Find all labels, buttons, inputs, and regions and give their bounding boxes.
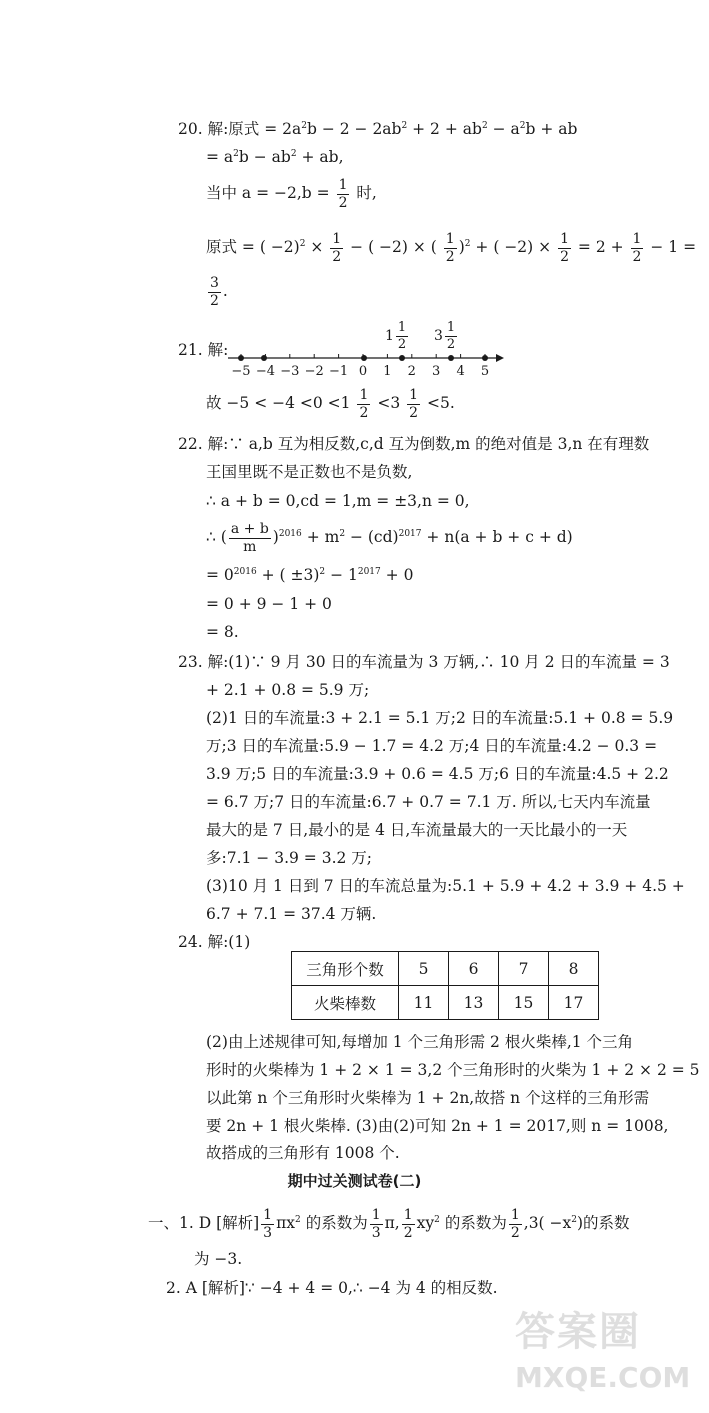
- table-cell: 13: [449, 986, 499, 1020]
- q23-line3: (2)1 日的车流量:3 + 2.1 = 5.1 万;2 日的车流量:5.1 + 0.8 = 5.9: [206, 709, 674, 727]
- point-minus-5: [238, 355, 244, 361]
- q24-line3: 以此第 n 个三角形时火柴棒为 1 + 2n,故搭 n 个这样的三角形需: [206, 1089, 650, 1107]
- number-line-tick-label: −2: [304, 364, 324, 379]
- q22-line3: ∴ a + b = 0,cd = 1,m = ±3,n = 0,: [206, 492, 470, 510]
- table-cell: 火柴棒数: [292, 986, 399, 1020]
- matchstick-table: [291, 951, 599, 1020]
- number-line-tick-label: 1: [383, 364, 392, 379]
- watermark-text: MXQE.COM: [515, 1361, 691, 1394]
- number-line-tick-label: −5: [231, 364, 251, 379]
- number-line: [222, 317, 512, 381]
- table-cell: 8: [549, 952, 599, 986]
- q20-line1: 20. 解:原式 = $2a^2b - 2 - 2ab^2 + 2 + ab^2 - a^2b$ + ab: [178, 120, 578, 138]
- point-zero: [361, 355, 367, 361]
- mark-one-and-half: 1 $\frac{1}{2}$: [385, 320, 407, 352]
- q22-line4: ∴ ( $\frac{a + b}{m}$ )$^{2016} + m^2 - (cd)^{2017} + n(a + b + c + d)$: [206, 521, 573, 555]
- section-title: 期中过关测试卷(二): [287, 1172, 422, 1190]
- s2-q2: 2. A [解析]∵ −4 + 4 = 0,∴ −4 为 4 的相反数.: [166, 1279, 498, 1297]
- fraction-half: $\frac{1}{2}$: [632, 231, 642, 265]
- q23-line7: 最大的是 7 日,最小的是 4 日,车流量最大的一天比最小的一天: [206, 821, 628, 839]
- number-line-tick-label: 3: [432, 364, 441, 379]
- q23-line2: + 2.1 + 0.8 = 5.9 万;: [206, 681, 370, 699]
- q22-line5: = $0^{2016}$ + ( $\pm 3)^2 - 1^{2017} + 0$: [206, 566, 414, 584]
- s2-q1-line1: 一、1. D [解析] $\frac{1}{3}$ $\pi x^2$ 的系数为 $\frac{1}{3}$ π, $\frac{1}{2}$ $xy^2$ 的系数为 $\frac{1}{2}$ $,3( -x^2)$的系数: [148, 1207, 630, 1241]
- q20-line5: $\frac{3}{2}$ .: [210, 275, 228, 309]
- table-cell: 17: [549, 986, 599, 1020]
- mark-three-and-half: 3 $\frac{1}{2}$: [434, 320, 456, 352]
- watermark: [515, 1300, 705, 1405]
- fraction-half: $\frac{1}{2}$: [560, 231, 569, 265]
- q23-line1: 23. 解:(1)∵ 9 月 30 日的车流量为 3 万辆,∴ 10 月 2 日的车流量 = 3: [178, 653, 670, 671]
- q21-conclusion: 故 −5 < −4 <0 <1 $\frac{1}{2}$ <3 $\frac{1}{2}$ <5.: [206, 387, 455, 421]
- number-line-tick-label: 2: [407, 364, 416, 379]
- q24-line5: 故搭成的三角形有 1008 个.: [206, 1144, 400, 1162]
- table-cell: 15: [499, 986, 549, 1020]
- q20-line3: 当中 a = −2,b = $\frac{1}{2}$ 时,: [206, 177, 377, 211]
- table-cell: 三角形个数: [292, 952, 399, 986]
- arrow-right-icon: [496, 354, 504, 362]
- q24-line2: 形时的火柴棒为 1 + 2 × 1 = 3,2 个三角形时的火柴为 1 + 2 × 2 = 5: [206, 1061, 700, 1079]
- point-minus-4: [261, 355, 267, 361]
- point-one-and-half: [399, 355, 405, 361]
- q23-line5: 3.9 万;5 日的车流量:3.9 + 0.6 = 4.5 万;6 日的车流量:4.5 + 2.2: [206, 765, 669, 783]
- q22-line7: = 8.: [206, 623, 239, 641]
- number-line-tick-label: 5: [480, 364, 490, 379]
- number-line-tick-label: 0: [358, 364, 368, 379]
- q22-line6: = 0 + 9 − 1 + 0: [206, 595, 332, 613]
- table-cell: 5: [399, 952, 449, 986]
- watermark-logo: 答案圈: [515, 1309, 641, 1355]
- number-line-tick-label: 4: [456, 364, 465, 379]
- q22-line1: 22. 解:∵ a,b 互为相反数,c,d 互为倒数,m 的绝对值是 3,n 在有理数: [178, 435, 650, 453]
- s2-q1-line2: 为 −3.: [194, 1250, 243, 1268]
- fraction-half: $\frac{1}{2}$: [338, 177, 348, 211]
- table-cell: 6: [449, 952, 499, 986]
- number-line-tick-label: −4: [255, 364, 275, 379]
- table-cell: 11: [399, 986, 449, 1020]
- q24-label: 24. 解:(1): [178, 933, 251, 951]
- q21-label: 21. 解:: [178, 341, 229, 359]
- q24-line1: (2)由上述规律可知,每增加 1 个三角形需 2 根火柴棒,1 个三角: [206, 1033, 634, 1051]
- point-three-and-half: [448, 355, 454, 361]
- q23-line9: (3)10 月 1 日到 7 日的车流总量为:5.1 + 5.9 + 4.2 + 3.9 + 4.5 +: [206, 877, 685, 895]
- q24-line4: 要 2n + 1 根火柴棒. (3)由(2)可知 2n + 1 = 2017,则 n = 1008,: [206, 1117, 669, 1135]
- q23-line4: 万;3 日的车流量:5.9 − 1.7 = 4.2 万;4 日的车流量:4.2 − 0.3 =: [206, 737, 658, 755]
- table-row: [292, 986, 599, 1020]
- point-five: [482, 355, 488, 361]
- number-line-tick-label: −1: [329, 364, 349, 379]
- q22-line2: 王国里既不是正数也不是负数,: [206, 463, 413, 481]
- table-row: [292, 952, 599, 986]
- q23-line10: 6.7 + 7.1 = 37.4 万辆.: [206, 905, 377, 923]
- q23-line6: = 6.7 万;7 日的车流量:6.7 + 0.7 = 7.1 万. 所以,七天内车流量: [206, 793, 651, 811]
- fraction-half: $\frac{1}{2}$: [445, 231, 455, 265]
- q20-line4: 原式 = ( −2)$^2$ × $\frac{1}{2}$ − ( −2) × ( $\frac{1}{2}$ )$^2$ + ( −2) × $\frac{1}{2}$ = 2 + $\frac{1}{2}$ − 1 =: [206, 231, 697, 265]
- q23-line8: 多:7.1 − 3.9 = 3.2 万;: [206, 849, 373, 867]
- q20-line2: = $a^2b - ab^2$ + ab,: [206, 148, 344, 166]
- fraction-half: $\frac{1}{2}$: [332, 231, 342, 265]
- number-line-tick-label: −3: [280, 364, 300, 379]
- fraction-three-halves: $\frac{3}{2}$: [210, 275, 219, 309]
- table-cell: 7: [499, 952, 549, 986]
